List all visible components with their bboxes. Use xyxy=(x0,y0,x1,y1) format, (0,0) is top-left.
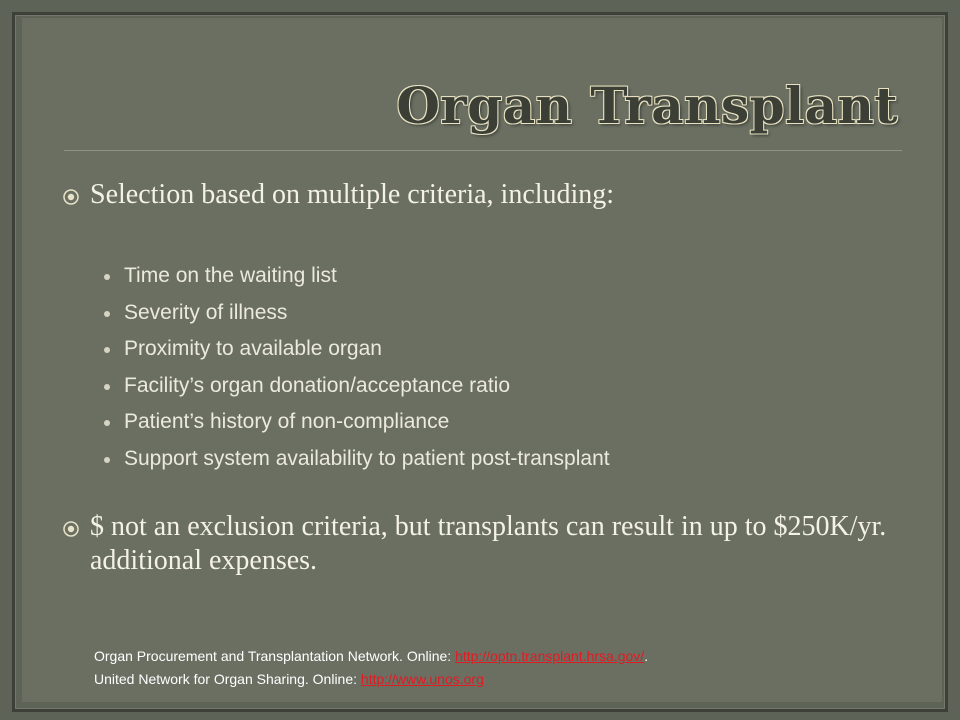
reference-line-1: Organ Procurement and Transplantation Network. Online: http://optn.transplant.hrsa.gov/. xyxy=(94,648,649,664)
unos-link[interactable]: http://www.unos.org xyxy=(360,671,484,687)
slide-title: Organ Transplant xyxy=(396,76,898,135)
circle-dot-bullet-icon xyxy=(62,520,80,538)
main-bullet-2-text: $ not an exclusion criteria, but transplants can result in up to $250K/yr. additional expenses. xyxy=(90,511,887,576)
list-item: Time on the waiting list xyxy=(104,258,610,295)
bullet-dot-icon xyxy=(104,384,110,390)
criteria-list xyxy=(104,258,610,477)
title-divider xyxy=(64,150,902,151)
list-item: Facility’s organ donation/acceptance ratio xyxy=(104,368,610,405)
main-bullet-1 xyxy=(62,178,902,212)
bullet-dot-icon xyxy=(104,457,110,463)
references xyxy=(94,645,648,691)
main-bullet-1-text: Selection based on multiple criteria, including: xyxy=(90,179,615,210)
bullet-dot-icon xyxy=(104,274,110,280)
circle-dot-bullet-icon xyxy=(62,188,80,206)
list-item: Support system availability to patient post-transplant xyxy=(104,441,610,478)
list-item: Proximity to available organ xyxy=(104,331,610,368)
list-item: Patient’s history of non-compliance xyxy=(104,404,610,441)
main-bullet-2 xyxy=(62,510,902,578)
reference-line-2: United Network for Organ Sharing. Online: http://www.unos.org xyxy=(94,671,484,687)
bullet-dot-icon xyxy=(104,420,110,426)
list-item: Severity of illness xyxy=(104,295,610,332)
bullet-dot-icon xyxy=(104,347,110,353)
optn-link[interactable]: http://optn.transplant.hrsa.gov/ xyxy=(455,648,645,664)
bullet-dot-icon xyxy=(104,311,110,317)
